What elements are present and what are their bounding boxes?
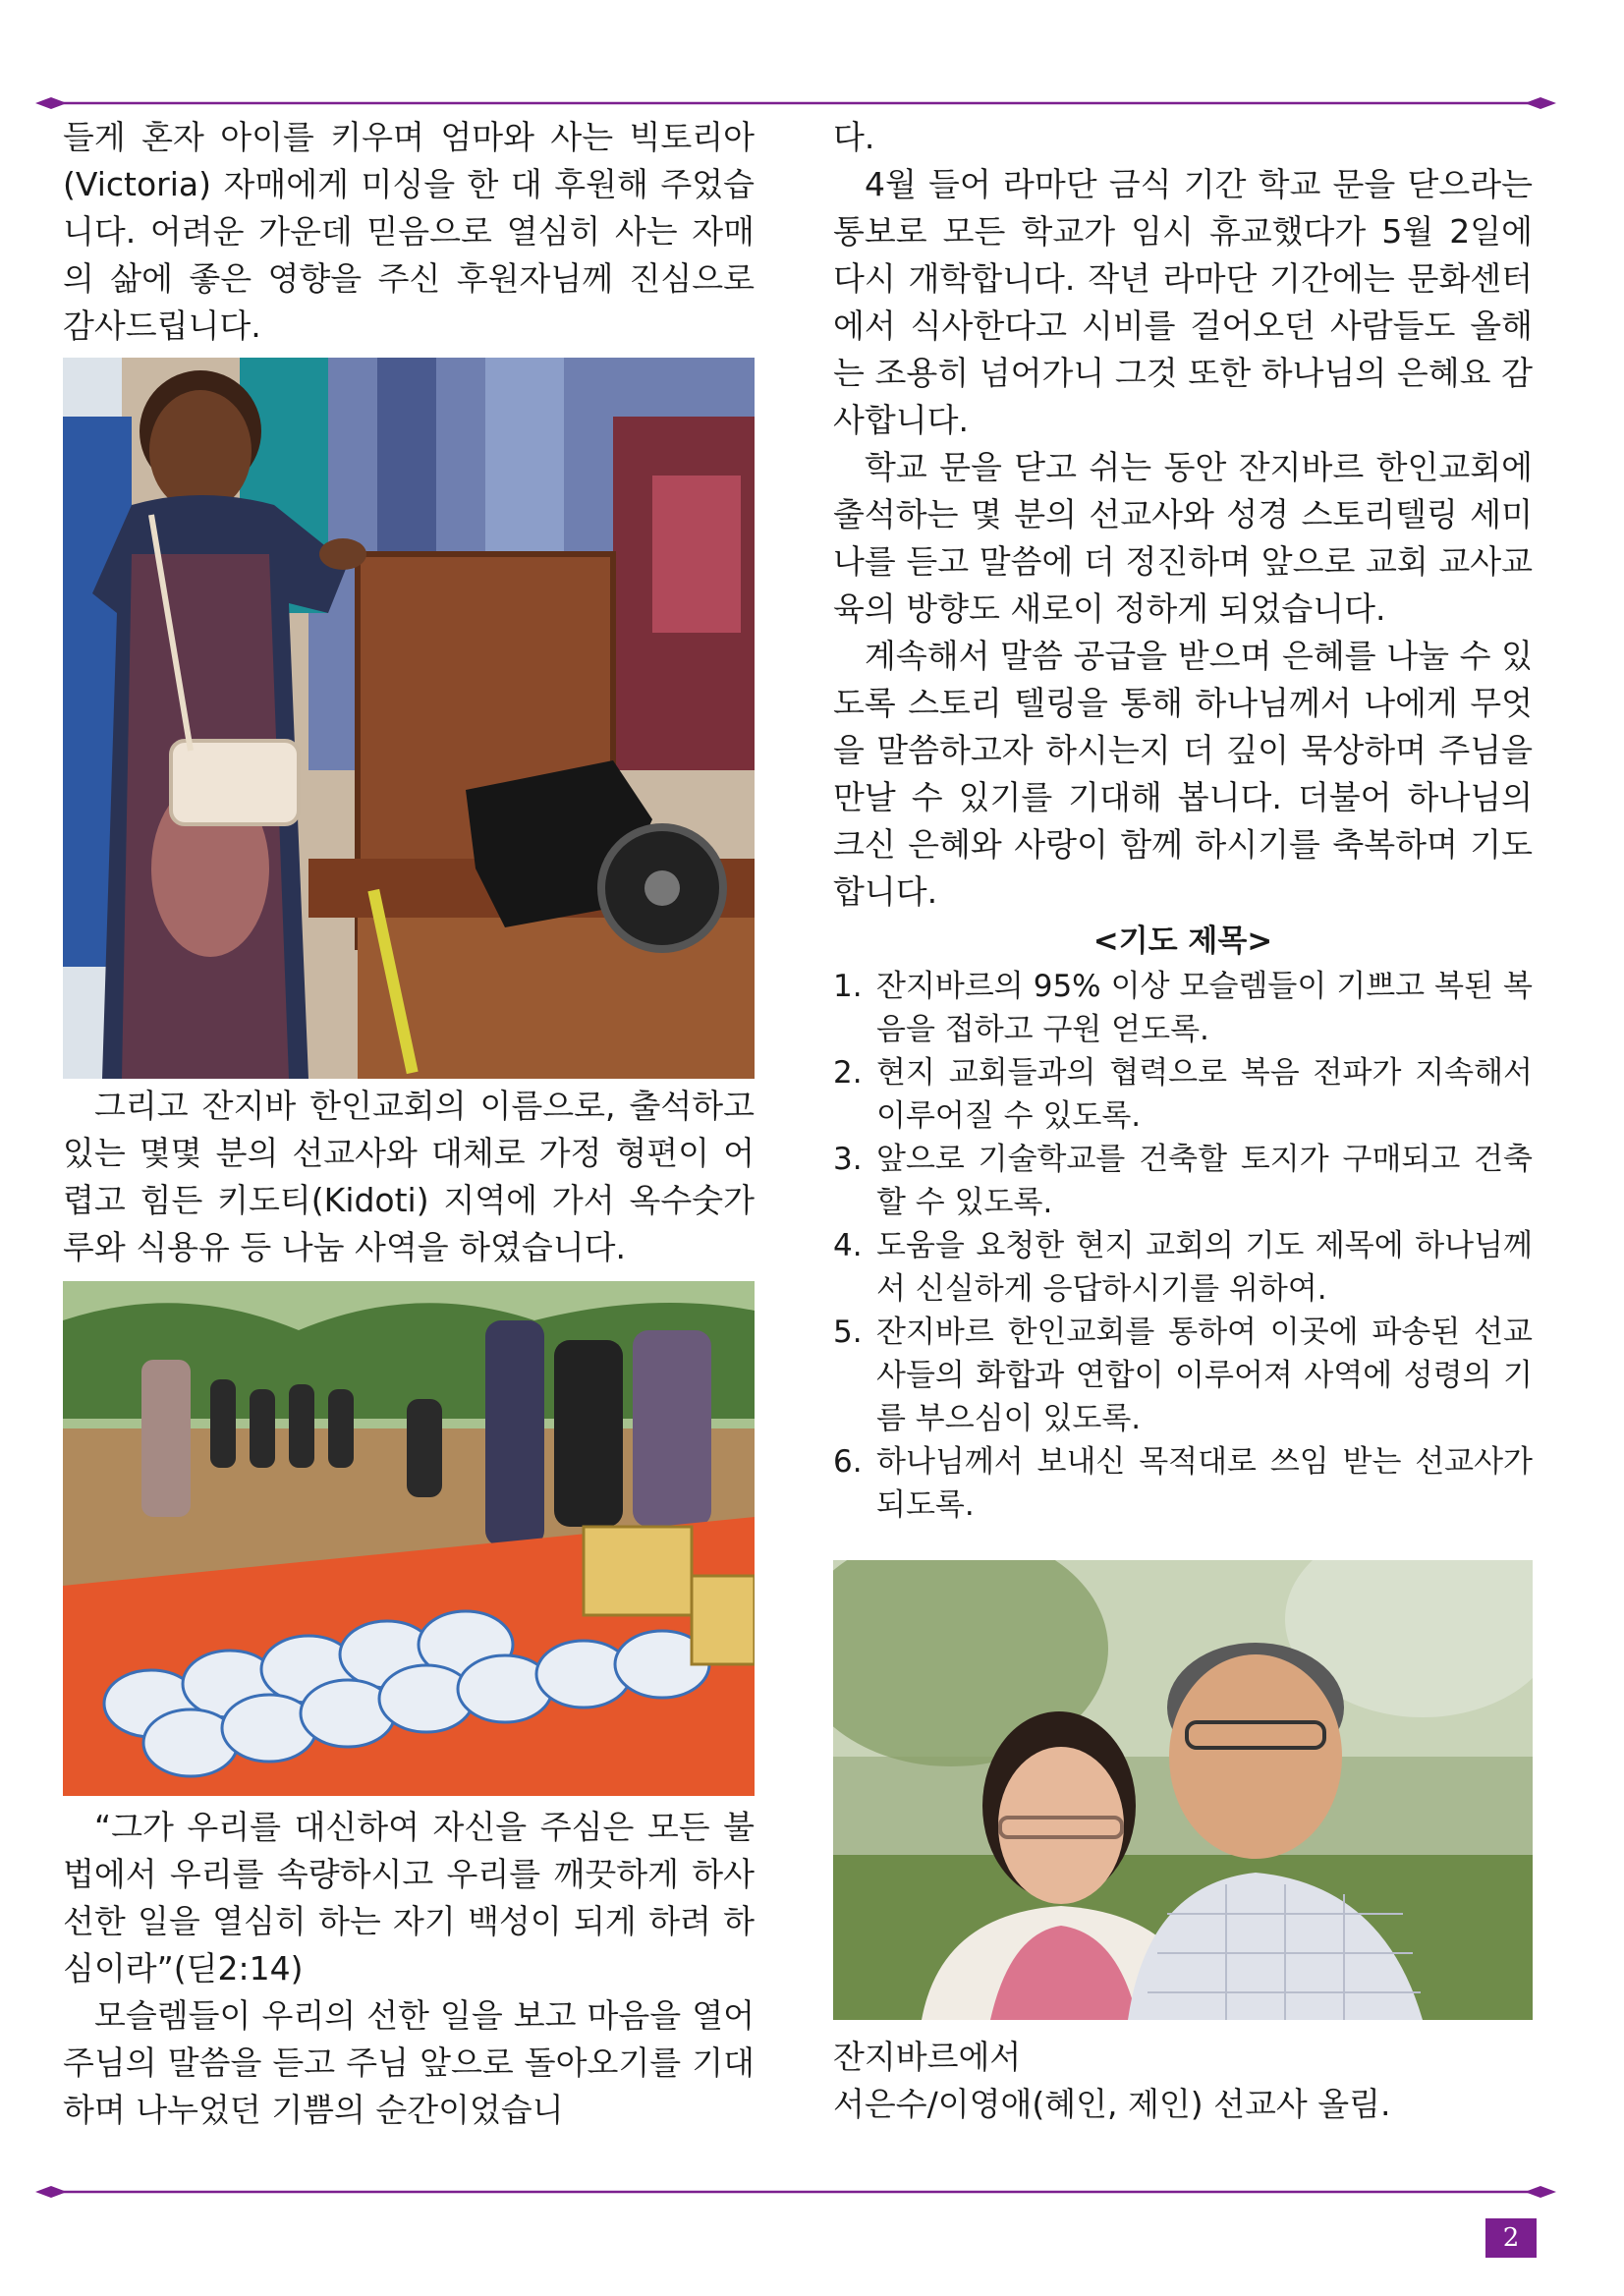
prayer-item (833, 1138, 1533, 1224)
left-column (63, 114, 755, 2134)
prayer-item (833, 1224, 1533, 1311)
photo-food-distribution (63, 1281, 755, 1796)
prayer-list (833, 965, 1533, 1527)
prayer-item-text: 잔지바르 한인교회를 통하여 이곳에 파송된 선교사들의 화합과 연합이 이루어져 사역에 성령의 기름 부으심이 있도록. (876, 1315, 1533, 1436)
paragraph-ramadan-school: 4월 들어 라마단 금식 기간 학교 문을 닫으라는 통보로 모든 학교가 임시 휴교했다가 5월 2일에 다시 개학합니다. 작년 라마단 기간에는 문화센터에서 식사한다고 시비를 걸어오던 사람들도 올해는 조용히 넘어가니 그것 또한 하나님의 은혜요 감사합니다. (833, 165, 1533, 439)
paragraph-continuation: 다. (833, 118, 875, 156)
page-number: 2 (1485, 2218, 1537, 2258)
signature-names: 서은수/이영애(혜인, 제인) 선교사 올림. (833, 2085, 1391, 2123)
prayer-item (833, 1440, 1533, 1527)
prayer-item-text: 도움을 요청한 현지 교회의 기도 제목에 하나님께서 신실하게 응답하시기를 위하여. (876, 1228, 1533, 1307)
prayer-item-number: 4. (833, 1228, 863, 1263)
prayer-item (833, 1311, 1533, 1440)
signature (833, 2034, 1533, 2128)
prayer-item-text: 앞으로 기술학교를 건축할 토지가 구매되고 건축할 수 있도록. (876, 1142, 1533, 1220)
prayer-item-number: 2. (833, 1055, 863, 1091)
photo-woman-with-sewing-machine (63, 358, 755, 1079)
prayer-item-text: 하나님께서 보내신 목적대로 쓰임 받는 선교사가 되도록. (876, 1444, 1533, 1523)
signature-location: 잔지바르에서 (833, 2038, 1022, 2076)
prayer-item-number: 1. (833, 969, 863, 1004)
paragraph-storytelling-seminar: 학교 문을 닫고 쉬는 동안 잔지바르 한인교회에 출석하는 몇 분의 선교사와 성경 스토리텔링 세미나를 듣고 말씀에 더 정진하며 앞으로 교회 교사교육의 방향도 새로이 정하게 되었습니다. (833, 448, 1533, 628)
bottom-divider (35, 2183, 1556, 2201)
prayer-item-number: 5. (833, 1315, 863, 1350)
top-divider (35, 94, 1556, 112)
paragraph-blessing: 계속해서 말씀 공급을 받으며 은혜를 나눌 수 있도록 스토리 텔링을 통해 하나님께서 나에게 무엇을 말씀하고자 하시는지 더 깊이 묵상하며 주님을 만날 수 있기를 기대해 봅니다. 더불어 하나님의 크신 은혜와 사랑이 함께 하시기를 축복하며 기도합니다. (833, 637, 1533, 911)
paragraph-victoria-sewing-machine: 들게 혼자 아이를 키우며 엄마와 사는 빅토리아(Victoria) 자매에게 미싱을 한 대 후원해 주었습니다. 어려운 가운데 믿음으로 열심히 사는 자매의 삶에 좋은 영향을 주신 후원자님께 진심으로 감사드립니다. (63, 118, 755, 345)
photo-missionary-couple (833, 1560, 1533, 2020)
prayer-item-text: 잔지바르의 95% 이상 모슬렘들이 기쁘고 복된 복음을 접하고 구원 얻도록. (876, 969, 1533, 1047)
prayer-item-number: 6. (833, 1444, 863, 1480)
prayer-item-number: 3. (833, 1142, 863, 1177)
prayer-item-text: 현지 교회들과의 협력으로 복음 전파가 지속해서 이루어질 수 있도록. (876, 1055, 1533, 1134)
prayer-item (833, 1051, 1533, 1138)
paragraph-muslims-hope: 모슬렘들이 우리의 선한 일을 보고 마음을 열어 주님의 말씀을 듣고 주님 앞으로 돌아오기를 기대하며 나누었던 기쁨의 순간이었습니 (63, 1996, 755, 2129)
paragraph-kidoti-sharing: 그리고 잔지바 한인교회의 이름으로, 출석하고 있는 몇몇 분의 선교사와 대체로 가정 형편이 어렵고 힘든 키도티(Kidoti) 지역에 가서 옥수숫가루와 식용유 등 나눔 사역을 하였습니다. (63, 1087, 755, 1266)
prayer-item (833, 965, 1533, 1051)
right-column (833, 114, 1533, 2128)
bible-quote-titus: “그가 우리를 대신하여 자신을 주심은 모든 불법에서 우리를 속량하시고 우리를 깨끗하게 하사 선한 일을 열심히 하는 자기 백성이 되게 하려 하심이라”(딛2:14) (63, 1808, 755, 1988)
prayer-title: <기도 제목> (1092, 924, 1273, 959)
